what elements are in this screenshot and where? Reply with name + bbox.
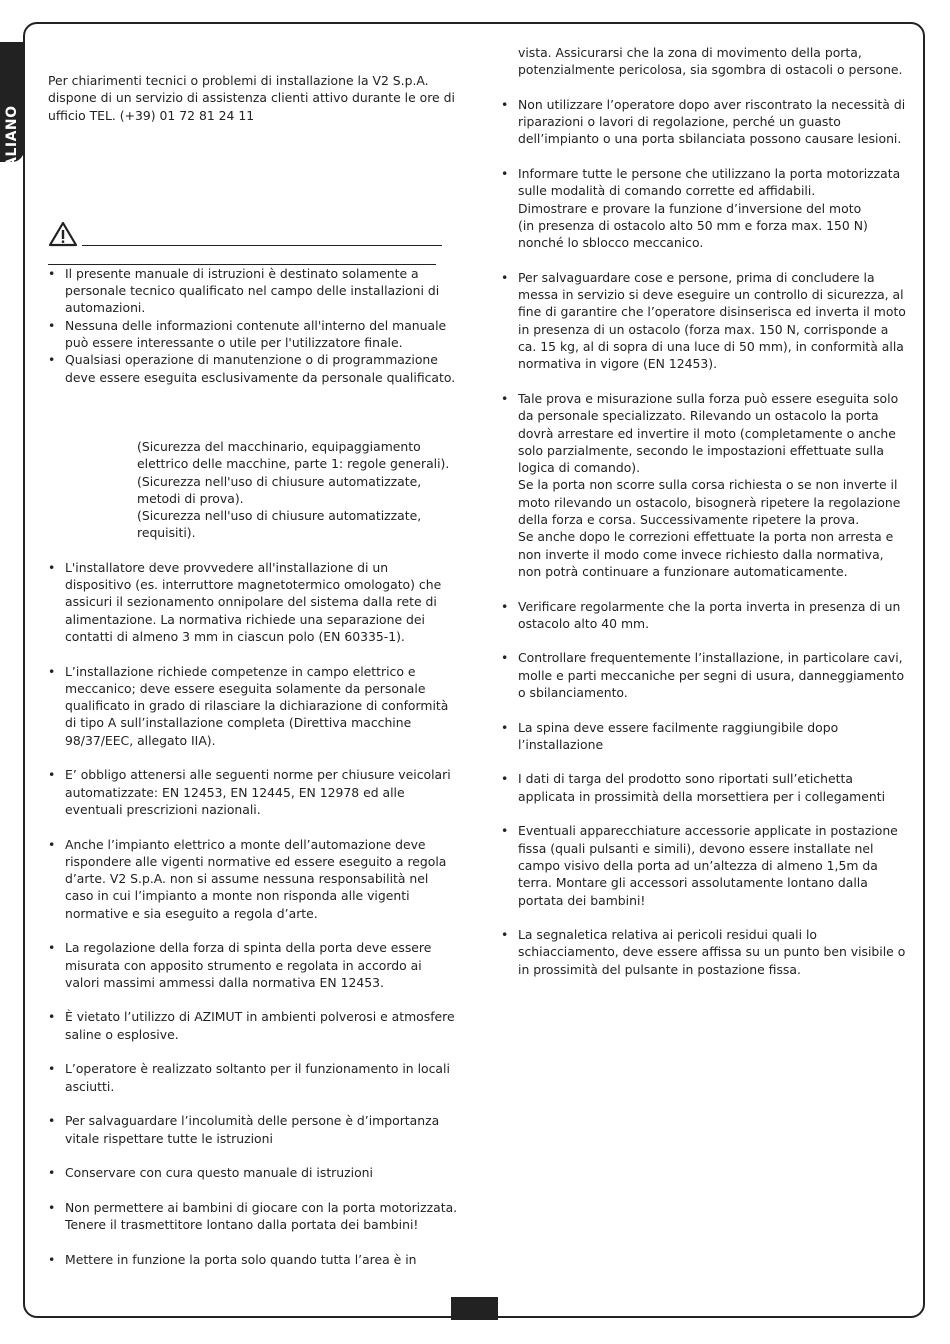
list-item: • Tale prova e misurazione sulla forza può essere eseguita solo da personale specializzato. Rilevando un ostacolo la porta dovrà arrestare ed invertire il moto (completamente o anche solo parzialmente, secondo le impostazioni effettuate sulla logica di comando). Se la porta non scorre sulla corsa richiesta o se non inverte il moto rilevando un ostacolo, bisognerà ripetere la regolazione della forza e corsa. Successivamente ripetere la prova. Se anche dopo le correzioni effettuate la porta non arresta e non inverte il modo come invece richiesto dalla normativa, non potrà continuare a funzionare automaticamente. [501, 390, 907, 580]
list-item: • È vietato l’utilizzo di AZIMUT in ambienti polverosi e atmosfere saline o esplosive. [48, 1008, 458, 1043]
list-item: • L’operatore è realizzato soltanto per il funzionamento in locali asciutti. [48, 1060, 458, 1095]
list-item: • Eventuali apparecchiature accessorie applicate in postazione fissa (quali pulsanti e simili), devono essere installate nel campo visivo della porta ad un’altezza di almeno 1,5m da terra. Montare gli accessori assolutamente lontano dalla portata dei bambini! [501, 822, 907, 908]
list-item: • La segnaletica relativa ai pericoli residui quali lo schiacciamento, deve essere affissa su un punto ben visibile o in prossimità del pulsante in postazione fissa. [501, 926, 907, 978]
page-number-box [451, 1297, 498, 1320]
list-item: • Qualsiasi operazione di manutenzione o di programmazione deve essere eseguita esclusivamente da personale qualificato. [48, 351, 458, 386]
list-item: • Mettere in funzione la porta solo quando tutta l’area è in [48, 1251, 458, 1268]
language-tab [0, 42, 24, 183]
warning-heading-rule [82, 245, 442, 246]
list-item: • I dati di targa del prodotto sono riportati sull’etichetta applicata in prossimità della morsettiera per i collegamenti [501, 770, 907, 805]
warning-heading [48, 219, 458, 247]
continued-text: vista. Assicurarsi che la zona di movimento della porta, potenzialmente pericolosa, sia sgombra di ostacoli o persone. [518, 45, 903, 78]
right-bullet-list [501, 96, 907, 978]
list-item: • Informare tutte le persone che utilizzano la porta motorizzata sulle modalità di comando corrette ed affidabili. Dimostrare e provare la funzione d’inversione del moto (in presenza di ostacolo alto 50 mm e forza max. 150 N) nonché lo sblocco meccanico. [501, 165, 907, 251]
list-item: • Per salvaguardare cose e persone, prima di concludere la messa in servizio si deve eseguire un controllo di sicurezza, al fine di garantire che l’operatore disinserisca ed inverta il moto in presenza di un ostacolo (forza max. 150 N, corrisponde a ca. 15 kg, al di sopra di una luce di 50 mm), in conformità alla normativa in vigore (EN 12453). [501, 269, 907, 373]
norms-block [48, 438, 458, 542]
list-item: • Non permettere ai bambini di giocare con la porta motorizzata. Tenere il trasmettitore lontano dalla portata dei bambini! [48, 1199, 458, 1234]
norm-line: (Sicurezza nell'uso di chiusure automatizzate, requisiti). [137, 508, 422, 541]
list-item: • Anche l’impianto elettrico a monte dell’automazione deve rispondere alle vigenti normative ed essere eseguito a regola d’arte. V2 S.p.A. non si assume nessuna responsabilità nel caso in cui l’impianto a monte non risponda alle vigenti normative e sia eseguito a regola d’arte. [48, 836, 458, 922]
warning-triangle-icon [48, 221, 78, 247]
list-item: • La spina deve essere facilmente raggiungibile dopo l’installazione [501, 719, 907, 754]
list-item: • Non utilizzare l’operatore dopo aver riscontrato la necessità di riparazioni o lavori di regolazione, perché un guasto dell’impianto o una porta sbilanciata possono causare lesioni. [501, 96, 907, 148]
left-column [48, 72, 458, 1285]
support-intro: Per chiarimenti tecnici o problemi di installazione la V2 S.p.A. dispone di un servizio di assistenza clienti attivo durante le ore di ufficio TEL. (+39) 01 72 81 24 11 [48, 73, 455, 123]
list-item: • L'installatore deve provvedere all'installazione di un dispositivo (es. interruttore magnetotermico omologato) che assicuri il sezionamento onnipolare del sistema dalla rete di alimentazione. La normativa richiede una separazione dei contatti di almeno 3 mm in ciascun polo (EN 60335-1). [48, 559, 458, 645]
list-item: • Verificare regolarmente che la porta inverta in presenza di un ostacolo alto 40 mm. [501, 598, 907, 633]
list-item: • La regolazione della forza di spinta della porta deve essere misurata con apposito strumento e regolata in accordo ai valori massimi ammessi dalla normativa EN 12453. [48, 939, 458, 991]
right-column [501, 44, 907, 995]
language-label: ITALIANO [4, 105, 20, 183]
list-item: • Nessuna delle informazioni contenute all'interno del manuale può essere interessante o utile per l'utilizzatore finale. [48, 317, 458, 352]
list-item: • L’installazione richiede competenze in campo elettrico e meccanico; deve essere eseguita solamente da personale qualificato in grado di rilasciare la dichiarazione di conformità di tipo A sull’installazione completa (Direttiva macchine 98/37/EEC, allegato IIA). [48, 663, 458, 749]
list-item: • Per salvaguardare l’incolumità delle persone è d’importanza vitale rispettare tutte le istruzioni [48, 1112, 458, 1147]
list-item: • Il presente manuale di istruzioni è destinato solamente a personale tecnico qualificato nel campo delle installazioni di automazioni. [48, 265, 458, 317]
safety-bullet-list [48, 559, 458, 1268]
list-item: • Conservare con cura questo manuale di istruzioni [48, 1164, 458, 1181]
norm-line: (Sicurezza del macchinario, equipaggiamento elettrico delle macchine, parte 1: regole generali). [137, 438, 450, 472]
intro-bullet-list [48, 265, 458, 386]
list-item: • E’ obbligo attenersi alle seguenti norme per chiusure veicolari automatizzate: EN 12453, EN 12445, EN 12978 ed alle eventuali prescrizioni nazionali. [48, 766, 458, 818]
norm-line: (Sicurezza nell'uso di chiusure automatizzate, metodi di prova). [137, 473, 422, 506]
list-item: • Controllare frequentemente l’installazione, in particolare cavi, molle e parti meccaniche per segni di usura, danneggiamento o sbilanciamento. [501, 649, 907, 701]
